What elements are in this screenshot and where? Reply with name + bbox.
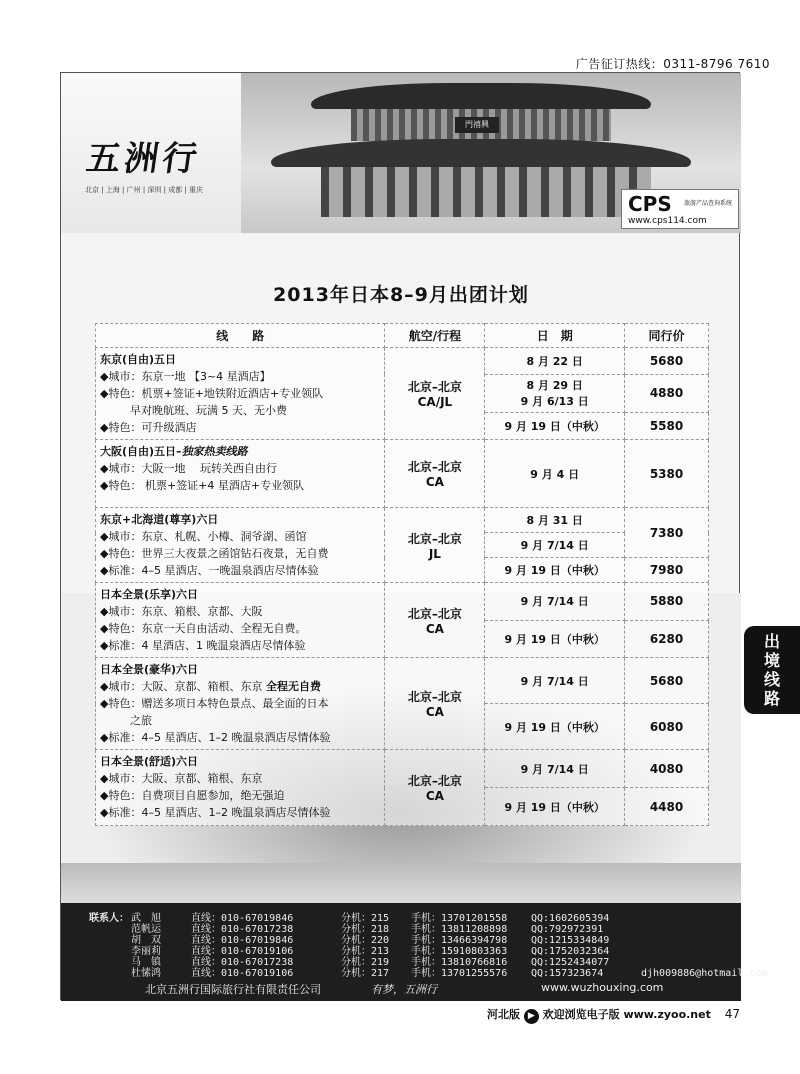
section-tab-char: 出 [763, 632, 780, 651]
date-cell: 9 月 7/14 日 [485, 750, 625, 788]
col-date: 日 期 [485, 324, 625, 348]
page-number: 47 [724, 1007, 740, 1021]
date-line: 9 月 6/13 日 [520, 395, 589, 409]
airline-code: CA [425, 705, 444, 719]
contact-name: 马 镇 [131, 957, 161, 968]
route-line: ◆特色：自费项目自愿参加，绝无强迫 [100, 789, 285, 802]
contact-qq: QQ:1602605394 [531, 913, 610, 924]
route-line: ◆城市：东京、箱根、京都、大阪 [100, 605, 263, 618]
date-cell: 9 月 7/14 日 [485, 583, 625, 621]
route-line: 之旅 [130, 714, 152, 727]
date-cell [485, 374, 625, 412]
route-cell [96, 508, 385, 583]
date-cell: 9 月 19 日（中秋） [485, 413, 625, 440]
price-cell: 7380 [625, 508, 709, 558]
contact-ext: 分机：218 [341, 924, 390, 935]
table-row [96, 348, 709, 375]
date-cell: 9 月 19 日（中秋） [485, 788, 625, 826]
route-title: 东京(自由)五日 [100, 353, 177, 366]
date-line: 8 月 29 日 [526, 379, 583, 393]
airline-code: CA [425, 475, 444, 489]
date-cell: 9 月 7/14 日 [485, 533, 625, 558]
palace-upper-roof [311, 83, 651, 109]
col-route: 线 路 [96, 324, 385, 348]
table-row [96, 750, 709, 788]
ad-hotline: 广告征订热线：0311-8796 7610 [575, 57, 770, 71]
airline-route: 北京–北京 [407, 460, 462, 474]
contact-mobile: 手机：13810766816 [411, 957, 508, 968]
contact-ext: 分机：220 [341, 935, 390, 946]
route-cell [96, 440, 385, 508]
contact-name: 胡 双 [131, 935, 161, 946]
route-line: ◆标准：4–5 星酒店、1–2 晚温泉酒店尽情体验 [100, 731, 331, 744]
route-title: 日本全景(豪华)六日 [100, 663, 199, 676]
contact-ext: 分机：215 [341, 913, 390, 924]
price-cell: 4880 [625, 374, 709, 412]
contact-row [131, 909, 641, 924]
brand-logo: 五洲行 [83, 139, 204, 179]
section-tab-char: 线 [763, 670, 780, 689]
brand-cities: 北京 | 上海 | 广州 | 深圳 | 成都 | 重庆 [85, 186, 204, 194]
airline-code: JL [428, 546, 441, 561]
route-line: ◆标准：4 星酒店、1 晚温泉酒店尽情体验 [100, 639, 306, 652]
contact-name: 武 旭 [131, 913, 161, 924]
route-line: ◆城市：东京一地 【3~4 星酒店】 [100, 370, 271, 383]
footer-url: www.zyoo.net [623, 1008, 711, 1021]
contacts-label: 联系人： [89, 913, 129, 924]
airline-route: 北京–北京 [407, 690, 462, 704]
cps-url: www.cps114.com [628, 216, 707, 226]
airline-cell [385, 750, 485, 826]
section-tab-char: 路 [763, 689, 780, 708]
table-row [96, 583, 709, 621]
route-line: ◆特色：机票+签证+地铁附近酒店+专业领队 [100, 387, 324, 400]
table-row [96, 658, 709, 704]
table-row [96, 508, 709, 533]
airline-route: 北京–北京 [407, 774, 462, 788]
route-line: ◆特色：世界三大夜景之函馆钻石夜景，无自费 [100, 547, 329, 560]
table-row [96, 440, 709, 508]
price-cell: 6080 [625, 704, 709, 750]
route-cell [96, 348, 385, 440]
lake-backdrop [61, 863, 741, 903]
airline-cell [385, 440, 485, 508]
airline-code: CA/JL [417, 395, 453, 409]
contact-qq: QQ:1215334849 [531, 935, 610, 946]
route-line [100, 678, 380, 695]
route-line: ◆标准：4–5 星酒店、1–2 晚温泉酒店尽情体验 [100, 806, 331, 819]
route-title: 东京+北海道(尊享)六日 [100, 513, 219, 526]
contact-ext: 分机：213 [341, 946, 390, 957]
date-cell: 9 月 19 日（中秋） [485, 704, 625, 750]
contact-mobile: 手机：13811208898 [411, 924, 508, 935]
airline-cell [385, 583, 485, 658]
contact-qq: QQ:1252434077 [531, 957, 610, 968]
route-cell [96, 583, 385, 658]
route-line: ◆特色：赠送多项日本特色景点、最全面的日本 [100, 697, 329, 710]
contact-email: djh009886@hotmail.com [641, 968, 768, 979]
section-tab-char: 境 [763, 651, 780, 670]
route-line: ◆城市：大阪、京都、箱根、东京 [100, 772, 263, 785]
page-title: 2013年日本8–9月出团计划 [273, 284, 529, 306]
col-price: 同行价 [625, 324, 709, 348]
contact-tel: 直线：010-67019846 [191, 913, 294, 924]
footer-edition: 河北版 [486, 1008, 520, 1021]
route-cell [96, 658, 385, 750]
company-slogan: 有梦，五洲行 [371, 983, 437, 996]
price-cell: 5380 [625, 440, 709, 508]
date-cell: 9 月 7/14 日 [485, 658, 625, 704]
contact-tel: 直线：010-67017238 [191, 957, 294, 968]
route-line: ◆特色：可升级酒店 [100, 421, 197, 434]
route-line: ◆特色： 机票+签证+4 星酒店+专业领队 [100, 479, 305, 492]
contact-name: 杜愫鸿 [131, 968, 161, 979]
airline-cell [385, 348, 485, 440]
route-line: 早对晚航班、玩满 5 天、无小费 [130, 404, 287, 417]
contact-row [131, 964, 768, 979]
airline-route: 北京–北京 [407, 531, 462, 546]
price-cell: 5880 [625, 583, 709, 621]
hot-tag: 独家热卖线路 [181, 445, 248, 458]
date-cell: 8 月 31 日 [485, 508, 625, 533]
contact-ext: 分机：219 [341, 957, 390, 968]
contact-name: 李丽莉 [131, 946, 161, 957]
footer-text: 欢迎浏览电子版 [542, 1008, 620, 1021]
contact-row [131, 953, 641, 968]
section-tab [744, 626, 800, 714]
route-title: 大阪(自由)五日– [100, 445, 182, 458]
banner [61, 73, 741, 233]
tour-table [95, 323, 709, 826]
date-cell: 8 月 22 日 [485, 348, 625, 375]
airline-code: CA [425, 789, 444, 803]
contact-name: 范帆运 [131, 924, 161, 935]
date-cell: 9 月 19 日（中秋） [485, 620, 625, 658]
table-header-row [96, 324, 709, 348]
price-cell: 6280 [625, 620, 709, 658]
contact-mobile: 手机：13701201558 [411, 913, 508, 924]
contact-qq: QQ:792972391 [531, 924, 604, 935]
airline-route: 北京–北京 [407, 380, 462, 394]
contact-tel: 直线：010-67019106 [191, 946, 294, 957]
route-title: 日本全景(乐享)六日 [100, 588, 199, 601]
contact-mobile: 手机：15910803363 [411, 946, 508, 957]
palace-plaque: 門禧興 [455, 117, 499, 133]
contact-tel: 直线：010-67017238 [191, 924, 294, 935]
contacts-panel [61, 903, 768, 1001]
palace-lower-hall [321, 167, 651, 217]
airline-cell [385, 508, 485, 583]
footer-badge: ▶ [524, 1009, 539, 1024]
contact-mobile: 手机：13701255576 [411, 968, 508, 979]
route-line: ◆标准：4–5 星酒店、一晚温泉酒店尽情体验 [100, 564, 319, 577]
airline-cell [385, 658, 485, 750]
price-cell: 5680 [625, 348, 709, 375]
company-website: www.wuzhouxing.com [541, 981, 664, 994]
contact-mobile: 手机：13466394798 [411, 935, 508, 946]
route-line-text: ◆城市：大阪、京都、箱根、东京 [100, 680, 263, 693]
route-title: 日本全景(舒适)六日 [100, 755, 199, 768]
date-cell: 9 月 4 日 [485, 440, 625, 508]
route-line-note: 全程无自费 [265, 680, 321, 693]
contact-row [131, 931, 641, 946]
route-line: ◆特色：东京一天自由活动、全程无自费。 [100, 622, 307, 635]
contact-qq: QQ:1752032364 [531, 946, 610, 957]
route-title-row [100, 443, 380, 460]
route-line: ◆城市：东京、札幌、小樽、洞爷湖、函馆 [100, 530, 307, 543]
date-cell: 9 月 19 日（中秋） [485, 558, 625, 583]
price-cell: 4480 [625, 788, 709, 826]
route-line: ◆城市：大阪一地 玩转关西自由行 [100, 462, 277, 475]
company-name: 北京五洲行国际旅行社有限责任公司 [145, 983, 321, 996]
contact-qq: QQ:157323674 [531, 968, 604, 979]
page-footer [487, 1006, 740, 1024]
route-cell [96, 750, 385, 826]
col-airline: 航空/行程 [385, 324, 485, 348]
contact-tel: 直线：010-67019846 [191, 935, 294, 946]
contact-tel: 直线：010-67019106 [191, 968, 294, 979]
airline-route: 北京–北京 [407, 606, 462, 621]
cps-caption: 旅游产品查询系统 [684, 200, 733, 207]
route-title-row [100, 661, 380, 678]
contact-ext: 分机：217 [341, 968, 390, 979]
price-cell: 5680 [625, 658, 709, 704]
cps-logo: CPS [628, 192, 672, 216]
cps-badge [621, 189, 739, 229]
contact-row [131, 942, 641, 957]
ad-frame [60, 72, 768, 1000]
airline-code: CA [425, 621, 444, 636]
contact-row [131, 920, 641, 935]
price-cell: 5580 [625, 413, 709, 440]
price-cell: 4080 [625, 750, 709, 788]
price-cell: 7980 [625, 558, 709, 583]
